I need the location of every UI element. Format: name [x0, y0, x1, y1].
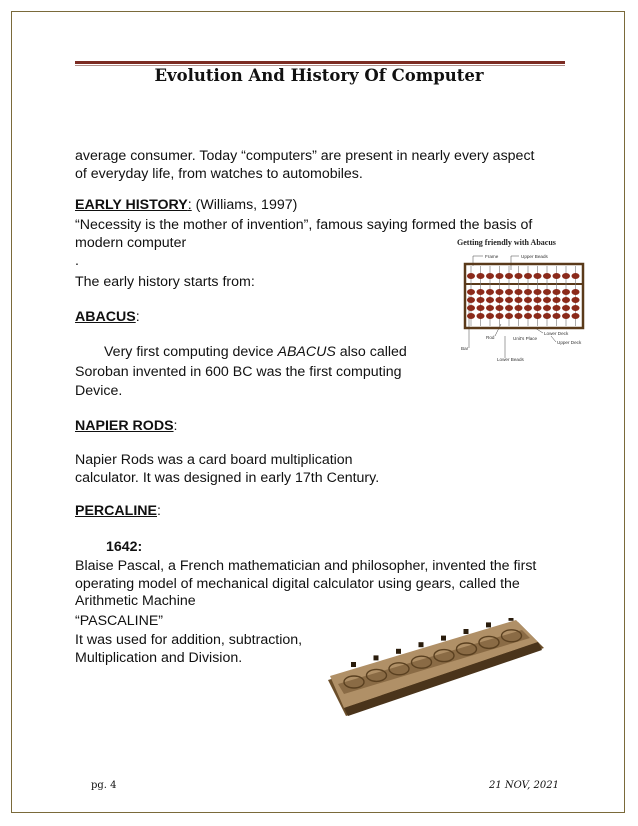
abacus-bead — [496, 297, 504, 303]
percaline-line-4: “PASCALINE” — [75, 613, 164, 629]
abacus-bead — [477, 305, 485, 311]
abacus-bead — [486, 289, 494, 295]
abacus-bead — [486, 305, 494, 311]
abacus-bead — [505, 289, 513, 295]
abacus-bead — [524, 305, 532, 311]
percaline-line-1: Blaise Pascal, a French mathematician and philosopher, invented the first — [75, 558, 537, 574]
abacus-line-2: Soroban invented in 600 BC was the first computing — [75, 364, 402, 380]
abacus-bead — [553, 313, 561, 319]
early-history-starts: The early history starts from: — [75, 274, 255, 290]
abacus-heading: ABACUS — [75, 309, 136, 325]
abacus-bead — [562, 305, 570, 311]
abacus-bead — [505, 305, 513, 311]
pascaline-window — [351, 662, 356, 667]
abacus-figure-title: Getting friendly with Abacus — [457, 238, 556, 247]
abacus-bead — [534, 273, 542, 279]
napier-colon: : — [173, 418, 178, 434]
abacus-bead — [543, 297, 551, 303]
abacus-bead — [467, 305, 475, 311]
abacus-bead — [562, 289, 570, 295]
early-history-heading: EARLY HISTORY — [75, 197, 188, 213]
abacus-bead — [553, 289, 561, 295]
abacus-bead — [496, 313, 504, 319]
pascaline-window — [464, 629, 469, 634]
abacus-label-rod: Rod — [486, 335, 495, 340]
abacus-bead — [534, 313, 542, 319]
intro-line-2: of everyday life, from watches to automobiles. — [75, 166, 363, 182]
intro-line-1: average consumer. Today “computers” are present in nearly every aspect — [75, 148, 535, 164]
abacus-label-lower-deck: Lower Deck — [544, 331, 569, 336]
percaline-line-3: Arithmetic Machine — [75, 593, 196, 609]
abacus-bead — [467, 313, 475, 319]
abacus-bead — [553, 305, 561, 311]
abacus-bead — [496, 289, 504, 295]
abacus-bead — [467, 289, 475, 295]
napier-heading-line — [75, 417, 178, 435]
abacus-bead — [572, 297, 580, 303]
abacus-label-lower-beads: Lower Beads — [497, 357, 524, 362]
abacus-colon: : — [135, 309, 140, 325]
abacus-bead — [515, 273, 523, 279]
abacus-line-1 — [104, 343, 407, 361]
page-title: Evolution And History Of Computer — [154, 66, 484, 85]
abacus-beads — [467, 266, 580, 326]
pascaline-window — [396, 649, 401, 654]
abacus-italic-term: ABACUS — [277, 344, 336, 360]
abacus-bead — [543, 289, 551, 295]
percaline-line-5: It was used for addition, subtraction, — [75, 632, 303, 648]
abacus-diagram — [455, 236, 595, 368]
percaline-line-2: operating model of mechanical digital calculator using gears, called the — [75, 576, 520, 592]
abacus-bead — [524, 297, 532, 303]
abacus-bead — [505, 297, 513, 303]
abacus-bead — [496, 305, 504, 311]
abacus-bead — [553, 273, 561, 279]
abacus-bead — [553, 297, 561, 303]
abacus-label-upper-beads: Upper Beads — [521, 254, 548, 259]
abacus-heading-line — [75, 308, 140, 326]
early-history-citation: (Williams, 1997) — [191, 197, 298, 213]
abacus-bead — [486, 297, 494, 303]
abacus-bead — [534, 305, 542, 311]
abacus-bead — [467, 297, 475, 303]
pascaline-window — [486, 622, 491, 627]
abacus-bead — [543, 313, 551, 319]
abacus-bead — [543, 305, 551, 311]
early-history-quote-2: modern computer — [75, 235, 187, 251]
abacus-bead — [524, 273, 532, 279]
pascaline-window — [441, 636, 446, 641]
abacus-bead — [524, 289, 532, 295]
early-history-quote-1: “Necessity is the mother of invention”, famous saying formed the basis of — [75, 217, 533, 233]
early-history-dot: . — [75, 253, 79, 269]
abacus-bead — [562, 313, 570, 319]
abacus-bead — [486, 273, 494, 279]
abacus-bead — [572, 305, 580, 311]
abacus-bead — [543, 273, 551, 279]
percaline-year: 1642: — [106, 539, 143, 555]
abacus-bead — [562, 273, 570, 279]
percaline-heading-line — [75, 502, 161, 520]
abacus-bead — [486, 313, 494, 319]
abacus-bead — [477, 313, 485, 319]
percaline-heading: PERCALINE — [75, 503, 157, 519]
pascaline-window — [419, 642, 424, 647]
abacus-line-1-end: also called — [335, 344, 407, 360]
napier-heading: NAPIER RODS — [75, 418, 174, 434]
pascaline-window — [509, 618, 514, 621]
pascaline-window — [374, 655, 379, 660]
abacus-label-upper-deck: Upper Deck — [557, 340, 582, 345]
abacus-bead — [505, 313, 513, 319]
napier-line-1: Napier Rods was a card board multiplication — [75, 452, 353, 468]
napier-line-2: calculator. It was designed in early 17th Century. — [75, 470, 380, 486]
abacus-bead — [477, 289, 485, 295]
early-history-heading-line — [75, 196, 297, 214]
footer-page-number: pg. 4 — [91, 780, 117, 791]
abacus-bead — [496, 273, 504, 279]
abacus-bead — [477, 273, 485, 279]
abacus-bead — [524, 313, 532, 319]
abacus-bead — [477, 297, 485, 303]
abacus-label-units-place: Unit's Place — [513, 336, 538, 341]
abacus-label-bar: Bar — [461, 346, 469, 351]
percaline-colon: : — [156, 503, 161, 519]
abacus-bead — [515, 289, 523, 295]
abacus-bead — [562, 297, 570, 303]
percaline-line-6: Multiplication and Division. — [75, 650, 243, 666]
abacus-bead — [572, 273, 580, 279]
abacus-line-3: Device. — [75, 383, 123, 399]
abacus-bead — [467, 273, 475, 279]
footer-date: 21 NOV, 2021 — [489, 780, 559, 791]
abacus-bead — [534, 297, 542, 303]
abacus-bead — [515, 297, 523, 303]
abacus-label-frame: Frame — [485, 254, 499, 259]
abacus-bead — [505, 273, 513, 279]
abacus-bead — [515, 313, 523, 319]
pascaline-image — [322, 618, 548, 720]
early-history-colon: : — [187, 197, 192, 213]
header-rule — [75, 61, 565, 64]
abacus-bead — [515, 305, 523, 311]
abacus-bead — [572, 313, 580, 319]
abacus-bead — [534, 289, 542, 295]
abacus-line-1-text: Very first computing device — [104, 344, 278, 360]
abacus-bead — [572, 289, 580, 295]
